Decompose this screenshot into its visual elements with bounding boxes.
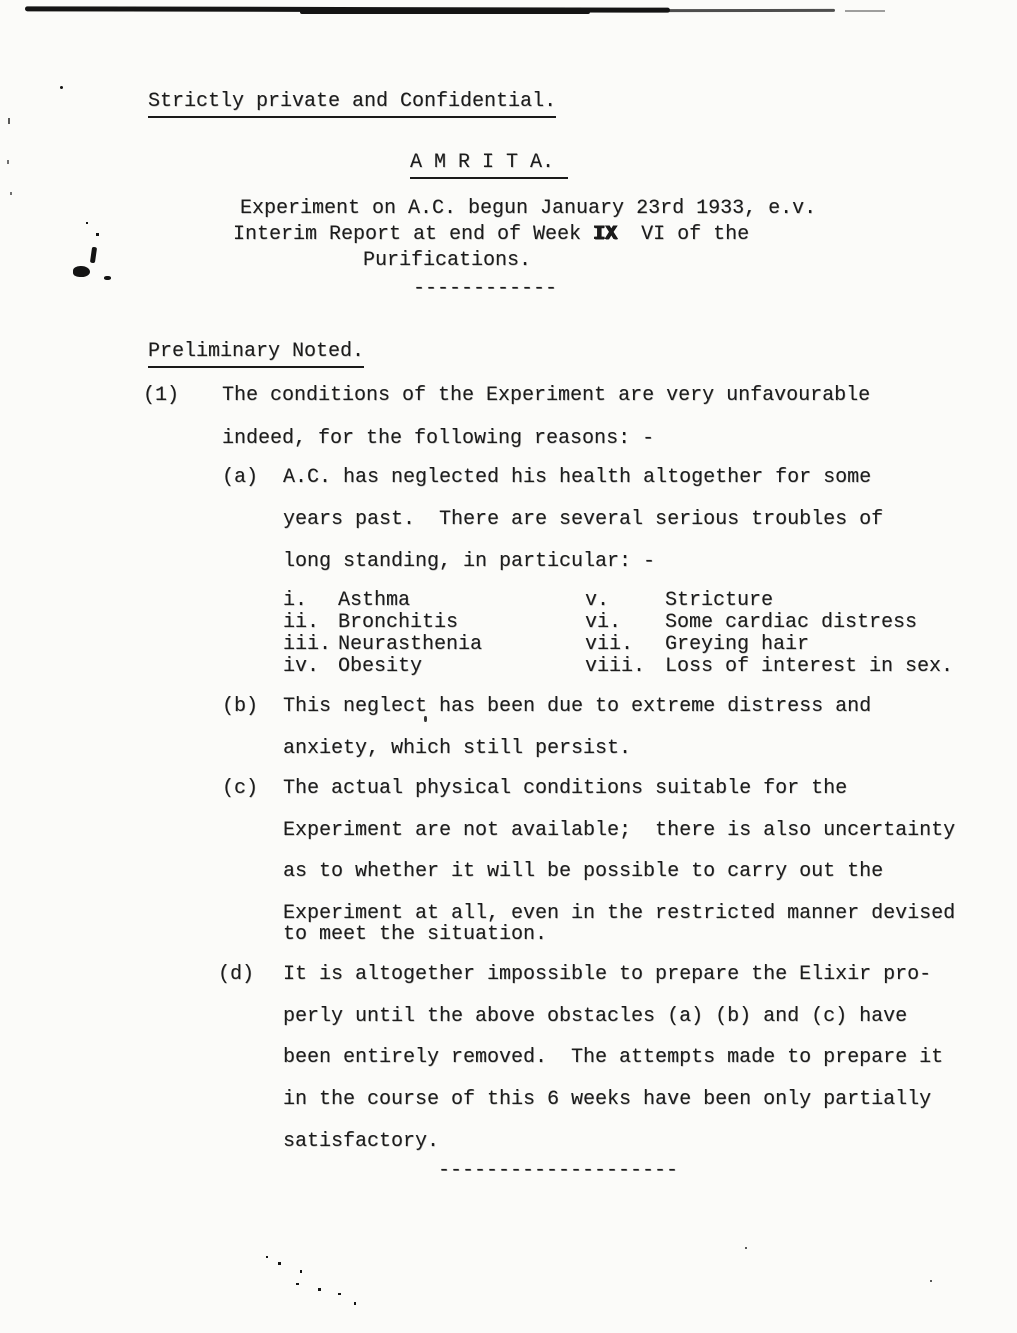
scan-edge-line xyxy=(845,10,885,12)
ailment-label: Neurasthenia xyxy=(338,633,483,656)
header-line-2 xyxy=(233,223,749,247)
ailment-num: iii. xyxy=(283,633,332,656)
item-c-marker: (c) xyxy=(222,777,259,800)
header-line-2-suffix: VI of the xyxy=(617,223,750,246)
item-c-line: as to whether it will be possible to carry out the xyxy=(283,860,884,883)
header-line-1: Experiment on A.C. begun January 23rd 1933, e.v. xyxy=(240,197,817,220)
ailment-num: iv. xyxy=(283,655,320,678)
header-line-3: Purifications. xyxy=(363,249,532,272)
ailment-label: Asthma xyxy=(338,589,411,612)
speck xyxy=(60,86,63,89)
scan-edge-line xyxy=(300,10,590,14)
item-d-line: satisfactory. xyxy=(283,1130,440,1153)
divider-dashes-top: ------------ xyxy=(413,277,558,300)
speck xyxy=(7,160,9,164)
speck xyxy=(300,1270,302,1273)
item-1-line: The conditions of the Experiment are very unfavourable xyxy=(222,384,871,407)
item-1-marker: (1) xyxy=(143,384,180,407)
item-d-line: in the course of this 6 weeks have been only partially xyxy=(283,1088,932,1111)
speck xyxy=(930,1280,932,1282)
item-c-line: The actual physical conditions suitable for the xyxy=(283,777,848,800)
ailment-num: viii. xyxy=(585,655,646,678)
item-c-line: to meet the situation. xyxy=(283,923,548,946)
scan-edge-line xyxy=(660,9,835,12)
ink-blot xyxy=(73,266,90,277)
section-heading: Preliminary Noted. xyxy=(148,340,364,368)
header-line-2-prefix: Interim Report at end of Week xyxy=(233,223,594,246)
item-a-line: A.C. has neglected his health altogether for some xyxy=(283,466,872,489)
ailment-label: Greying hair xyxy=(665,633,810,656)
item-b-marker: (b) xyxy=(222,695,259,718)
item-a-line: years past. There are several serious troubles of xyxy=(283,508,884,531)
speck xyxy=(86,222,88,224)
ailment-label: Stricture xyxy=(665,589,774,612)
ailment-label: Some cardiac distress xyxy=(665,611,918,634)
ailment-num: vii. xyxy=(585,633,634,656)
item-c-line: Experiment at all, even in the restricted manner devised xyxy=(283,902,956,925)
ailment-label: Obesity xyxy=(338,655,423,678)
item-d-marker: (d) xyxy=(218,963,255,986)
ailment-row xyxy=(283,611,917,635)
ailment-label: Loss of interest in sex. xyxy=(665,655,954,678)
item-b-line: This neglect has been due to extreme distress and xyxy=(283,695,872,718)
item-b-line: anxiety, which still persist. xyxy=(283,737,632,760)
ink-blot xyxy=(90,247,97,264)
speck xyxy=(745,1247,747,1249)
document-title: A M R I T A. xyxy=(410,151,568,179)
speck xyxy=(338,1293,341,1295)
speck xyxy=(318,1288,321,1291)
speck xyxy=(354,1302,356,1305)
item-d-line: It is altogether impossible to prepare the Elixir pro- xyxy=(283,963,932,986)
week-number-struck: IX xyxy=(593,223,618,246)
item-c-line: Experiment are not available; there is also uncertainty xyxy=(283,819,956,842)
ailment-num: v. xyxy=(585,589,610,612)
speck xyxy=(96,233,99,236)
item-d-line: perly until the above obstacles (a) (b) and (c) have xyxy=(283,1005,908,1028)
speck xyxy=(266,1256,268,1258)
speck xyxy=(8,118,10,124)
ailment-row xyxy=(283,633,809,657)
item-d-line: been entirely removed. The attempts made to prepare it xyxy=(283,1046,944,1069)
speck xyxy=(10,192,12,195)
speck xyxy=(296,1283,299,1285)
ink-blot xyxy=(104,276,111,280)
speck xyxy=(278,1262,281,1265)
divider-dashes-bottom: -------------------- xyxy=(438,1159,679,1182)
ailment-label: Bronchitis xyxy=(338,611,459,634)
ailment-num: vi. xyxy=(585,611,622,634)
ailment-num: i. xyxy=(283,589,308,612)
ailment-row xyxy=(283,589,773,613)
item-a-marker: (a) xyxy=(222,466,259,489)
ailment-row xyxy=(283,655,953,679)
ailment-num: ii. xyxy=(283,611,320,634)
classification-line: Strictly private and Confidential. xyxy=(148,90,556,118)
item-1-line: indeed, for the following reasons: - xyxy=(222,427,655,450)
item-a-line: long standing, in particular: - xyxy=(283,550,656,573)
